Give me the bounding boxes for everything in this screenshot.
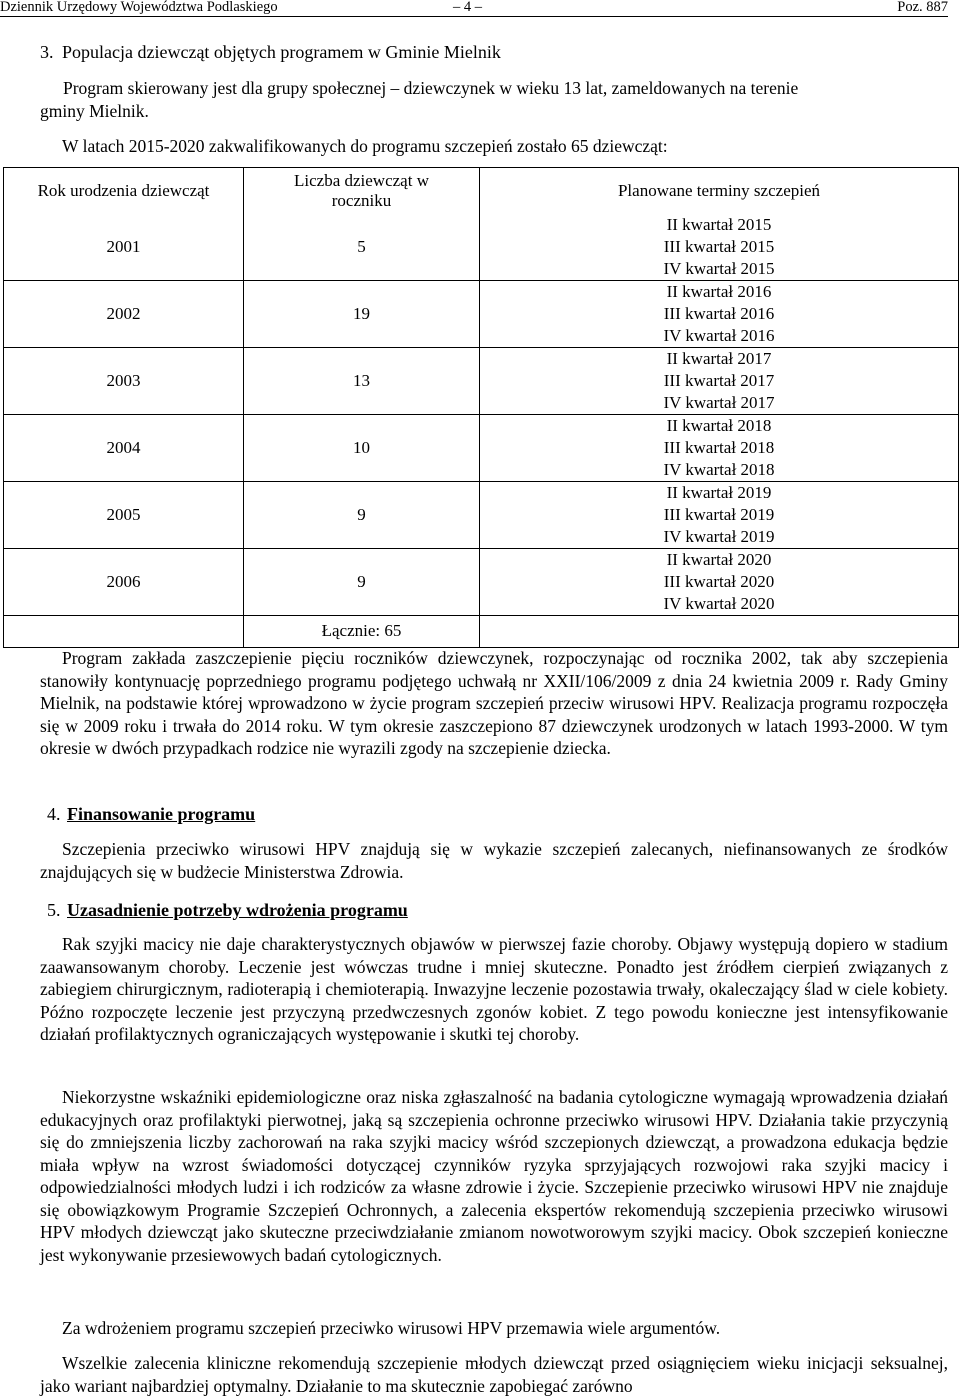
term-q2: II kwartał 2018 [666,416,772,435]
program-paragraph [40,647,948,760]
cell-count: 9 [244,549,480,616]
term-q3: III kwartał 2016 [663,304,775,323]
cell-terms [480,415,959,482]
header-terms: Planowane terminy szczepień [480,168,959,215]
cell-birth-year: 2006 [4,549,244,616]
intro-line-2: gminy Mielnik. [40,100,149,121]
term-q2: II kwartał 2019 [666,483,772,502]
vaccination-table [3,167,959,648]
table-row [4,549,959,616]
header-rule [0,16,948,17]
term-q3: III kwartał 2015 [663,237,775,256]
cell-total: Łącznie: 65 [244,616,480,648]
cell-count: 13 [244,348,480,415]
cell-count: 10 [244,415,480,482]
section-4-text: Szczepienia przeciwko wirusowi HPV znajdują się w wykazie szczepień zalecanych, niefinansowanych ze środków znajdujących się w budżecie Ministerstwa Zdrowia. [40,839,948,882]
section-5-paragraph-1 [40,933,948,1046]
section-4-title [47,803,255,826]
intro-line-1: Program skierowany jest dla grupy społecznej – dziewczynek w wieku 13 lat, zameldowanych na terenie [63,78,799,98]
term-q2: II kwartał 2015 [666,215,772,234]
header-birth-year: Rok urodzenia dziewcząt [4,168,244,215]
cell-empty [480,616,959,648]
term-q2: II kwartał 2020 [666,550,772,569]
journal-name: Dziennik Urzędowy Województwa Podlaskiego [0,0,278,15]
table-row [4,482,959,549]
header-count-line-2: roczniku [331,191,392,210]
table-row [4,348,959,415]
term-q2: II kwartał 2017 [666,349,772,368]
page-header [0,0,948,17]
term-q4: IV kwartał 2020 [663,594,775,613]
section-4-number: 4. [47,804,61,824]
table-total-row [4,616,959,648]
cell-terms [480,214,959,281]
term-q4: IV kwartał 2019 [663,527,775,546]
header-count [244,168,480,215]
term-q3: III kwartał 2020 [663,572,775,591]
cell-birth-year: 2005 [4,482,244,549]
cell-count: 5 [244,214,480,281]
program-paragraph-text: Program zakłada zaszczepienie pięciu roczników dziewczynek, rozpoczynając od rocznika 2002, tak aby szczepienia stanowiły kontynuację poprzedniego programu podjętego uchwałą nr XXII/106/2009 z dnia 24 kwietnia 2009 r. Rady Gminy Mielnik, na podstawie której wprowadzono w życie program szczepień przeciw wirusowi HPV. Realizacja programu rozpoczęła się w 2009 roku i trwała do 2014 roku. W tym okresie zaszczepiono 87 dziewczynek urodzonych w latach 1993-2000. W tym okresie w dwóch przypadkach rodzice nie wyrazili zgody na szczepienie dziecka. [40,648,948,758]
cell-birth-year: 2004 [4,415,244,482]
section-3-intro [40,77,948,122]
section-4-title-text: Finansowanie programu [67,804,256,824]
term-q3: III kwartał 2017 [663,371,775,390]
section-5-p2-text: Niekorzystne wskaźniki epidemiologiczne oraz niska zgłaszalność na badania cytologiczne wymagają wprowadzenia działań edukacyjnych oraz profilaktyki pierwotnej, jaką są szczepienia ochronne przeciwko wirusowi HPV. Działania takie przyczynią się do zmniejszenia liczby zachorowań na raka szyjki macicy wśród szczepionych dziewcząt, a prowadzona edukacja będzie miała wpływ na wzrost świadomości dotyczącej czynników ryzyka sprzyjających rozwojowi raka szyjki macicy i odpowiedzialności młodych ludzi i ich rodziców za własne zdrowie i życie. Szczepienie przeciwko wirusowi HPV nie znajduje się obowiązkowym Programie Szczepień Ochronnych, a zalecenia ekspertów rekomendują szczepienia przeciwko wirusowi HPV młodych dziewcząt jako skuteczne przeciwdziałanie zmianom nowotworowym szyjki macicy. Obok szczepień konieczne jest wykonywanie przesiewowych badań cytologicznych. [40,1087,948,1265]
term-q4: IV kwartał 2016 [663,326,775,345]
cell-terms [480,549,959,616]
cell-count: 19 [244,281,480,348]
page-number: – 4 – [453,0,482,15]
section-5-paragraph-2 [40,1086,948,1266]
table-header-row [4,168,959,215]
cell-count: 9 [244,482,480,549]
item-number: Poz. 887 [897,0,948,15]
section-5-p1-text: Rak szyjki macicy nie daje charakterystycznych objawów w pierwszej fazie choroby. Objawy występują dopiero w stadium zaawansowanym choroby. Leczenie jest wówczas trudne i mniej skuteczne. Ponadto jest źródłem cierpień związanych z zabiegiem chirurgicznym, radioterapią i chemioterapią. Inwazyjne leczenie pozostawia trwały, okaleczający ślad w ciele kobiety. Późno rozpoczęte leczenie jest przyczyną przedwczesnych zgonów kobiet. Z tego powodu konieczne jest intensyfikowanie działań profilaktycznych ograniczających występowanie i skutki tej choroby. [40,934,948,1044]
term-q3: III kwartał 2018 [663,438,775,457]
cell-birth-year: 2003 [4,348,244,415]
cell-empty [4,616,244,648]
term-q4: IV kwartał 2017 [663,393,775,412]
term-q4: IV kwartał 2015 [663,259,775,278]
cell-terms [480,482,959,549]
cell-terms [480,281,959,348]
section-3-title [40,41,501,64]
table-row [4,214,959,281]
cell-terms [480,348,959,415]
section-5-title [47,899,408,922]
header-count-line-1: Liczba dziewcząt w [294,171,429,190]
table-row [4,415,959,482]
term-q4: IV kwartał 2018 [663,460,775,479]
section-5-p4-text: Wszelkie zalecenia kliniczne rekomendują szczepienie młodych dziewcząt przed osiągnięciem wieku inicjacji seksualnej, jako wariant najbardziej optymalny. Działanie to ma skutecznie zapobiegać zarówno [40,1353,948,1396]
cell-birth-year: 2001 [4,214,244,281]
section-5-paragraph-4 [40,1352,948,1397]
section-5-number: 5. [47,900,61,920]
section-5-p3-text: Za wdrożeniem programu szczepień przeciwko wirusowi HPV przemawia wiele argumentów. [62,1318,721,1338]
section-3-lead: W latach 2015-2020 zakwalifikowanych do programu szczepień zostało 65 dziewcząt: [62,136,668,156]
section-3-title-text: Populacja dziewcząt objętych programem w Gminie Mielnik [62,42,501,62]
section-5-title-text: Uzasadnienie potrzeby wdrożenia programu [67,900,408,920]
section-5-paragraph-3 [40,1317,948,1340]
table-row [4,281,959,348]
section-3-number: 3. [40,42,54,62]
cell-birth-year: 2002 [4,281,244,348]
section-4-paragraph [40,838,948,883]
term-q2: II kwartał 2016 [666,282,772,301]
term-q3: III kwartał 2019 [663,505,775,524]
